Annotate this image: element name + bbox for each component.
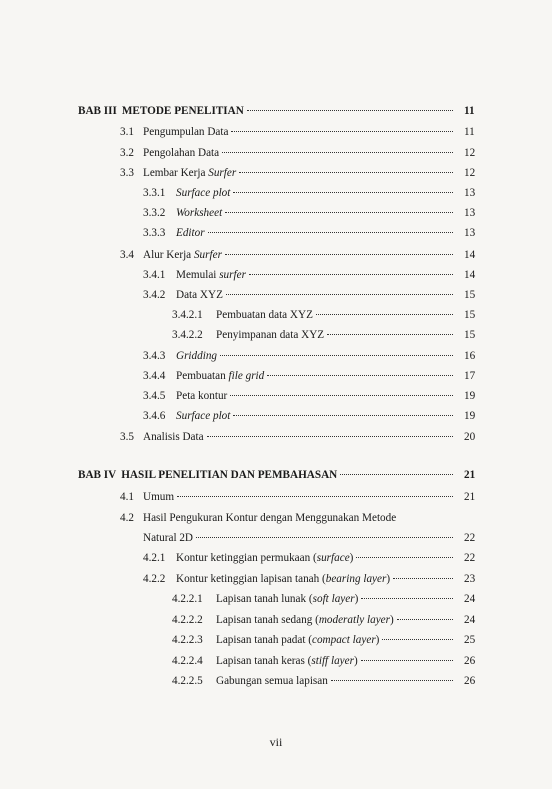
toc-leader-dots bbox=[327, 334, 453, 335]
toc-page-number: 12 bbox=[464, 167, 476, 179]
toc-entry bbox=[143, 206, 476, 220]
toc-entry-title-text: Pembuatan data XYZ bbox=[216, 309, 313, 321]
toc-entry-title-text: Lapisan tanah padat ( bbox=[216, 634, 312, 646]
page-number: vii bbox=[269, 735, 283, 749]
toc-leader-dots bbox=[220, 355, 453, 356]
toc-entry-title bbox=[143, 490, 174, 504]
toc-entry bbox=[120, 430, 476, 444]
toc-entry-title bbox=[216, 613, 394, 627]
toc-entry-title-suffix: ) bbox=[353, 655, 358, 667]
toc-entry-number: 4.2.1 bbox=[143, 552, 166, 564]
toc-entry bbox=[143, 268, 476, 282]
toc-entry-title-text: HASIL PENELITIAN DAN PEMBAHASAN bbox=[121, 469, 338, 481]
toc-entry bbox=[120, 511, 456, 525]
toc-entry-title-text: Peta kontur bbox=[176, 390, 228, 402]
toc-entry-title-italic: Editor bbox=[176, 227, 205, 239]
toc-entry-number: BAB IV bbox=[78, 469, 117, 481]
toc-page-number: 23 bbox=[464, 573, 476, 585]
toc-entry bbox=[143, 531, 476, 545]
toc-page-number: 14 bbox=[464, 269, 476, 281]
toc-leader-dots bbox=[361, 598, 453, 599]
toc-entry-title bbox=[143, 430, 204, 444]
toc-page-number: 13 bbox=[464, 187, 476, 199]
toc-entry-title bbox=[176, 268, 246, 282]
toc-entry-title-text: Lapisan tanah sedang ( bbox=[216, 614, 319, 626]
toc-entry-number: 3.3 bbox=[120, 167, 134, 179]
toc-entry-title-text: Pengolahan Data bbox=[143, 147, 220, 159]
toc-entry-title-text: METODE PENELITIAN bbox=[121, 105, 244, 117]
toc-entry-number: 4.2.2.1 bbox=[172, 593, 203, 605]
toc-entry-number: 4.1 bbox=[120, 491, 134, 503]
toc-entry-number: 3.3.2 bbox=[143, 207, 166, 219]
toc-entry-title-italic: surface bbox=[316, 552, 350, 564]
toc-entry bbox=[143, 409, 476, 423]
toc-entry-number: 3.4.3 bbox=[143, 350, 166, 362]
toc-entry bbox=[172, 328, 476, 342]
toc-entry bbox=[172, 633, 476, 647]
toc-leader-dots bbox=[207, 436, 453, 437]
toc-entry-title bbox=[143, 531, 193, 545]
toc-entry bbox=[78, 104, 475, 118]
toc-entry-title-italic: surfer bbox=[219, 269, 246, 281]
toc-entry-title-text: Analisis Data bbox=[143, 431, 204, 443]
toc-entry-title-text: Natural 2D bbox=[143, 532, 194, 544]
toc-entry bbox=[120, 125, 475, 139]
toc-entry-title-italic: bearing layer bbox=[325, 573, 387, 585]
toc-entry bbox=[120, 146, 476, 160]
toc-page-number: 17 bbox=[464, 370, 476, 382]
toc-entry bbox=[143, 186, 476, 200]
toc-entry-title bbox=[176, 409, 230, 423]
toc-entry bbox=[78, 468, 476, 482]
toc-entry-title-text: Lapisan tanah lunak ( bbox=[216, 593, 313, 605]
toc-entry-title-text: Lapisan tanah keras ( bbox=[216, 655, 312, 667]
toc-page-number: 16 bbox=[464, 350, 476, 362]
toc-leader-dots bbox=[230, 395, 453, 396]
toc-entry-title-italic: compact layer bbox=[311, 634, 376, 646]
toc-page-number: 13 bbox=[464, 227, 476, 239]
toc-page-number: 22 bbox=[464, 532, 476, 544]
toc-entry-title-italic: moderatly layer bbox=[318, 614, 390, 626]
toc-entry bbox=[172, 674, 476, 688]
toc-entry-title-italic: stiff layer bbox=[311, 655, 354, 667]
toc-page-number: 24 bbox=[464, 593, 476, 605]
toc-entry-title-italic: Surface plot bbox=[176, 187, 231, 199]
toc-page-number: 21 bbox=[464, 469, 476, 481]
toc-entry-title-text: Kontur ketinggian permukaan ( bbox=[176, 552, 317, 564]
toc-leader-dots bbox=[340, 474, 453, 475]
toc-leader-dots bbox=[222, 152, 453, 153]
toc-page-number: 25 bbox=[464, 634, 476, 646]
toc-entry-title-text: Pengumpulan Data bbox=[143, 126, 229, 138]
toc-leader-dots bbox=[316, 314, 453, 315]
toc-leader-dots bbox=[267, 375, 453, 376]
toc-leader-dots bbox=[397, 619, 453, 620]
toc-page-number: 19 bbox=[464, 410, 476, 422]
toc-entry-title-suffix: ) bbox=[375, 634, 380, 646]
toc-entry-title bbox=[143, 166, 236, 180]
toc-entry-number: 3.1 bbox=[120, 126, 134, 138]
toc-entry-title bbox=[176, 572, 390, 586]
toc-entry-title bbox=[216, 328, 324, 342]
toc-entry-title-italic: Worksheet bbox=[176, 207, 223, 219]
toc-entry-number: 3.5 bbox=[120, 431, 134, 443]
toc-entry-number: 3.4 bbox=[120, 249, 134, 261]
toc-entry-title-text: Lembar Kerja bbox=[143, 167, 209, 179]
toc-entry-title-italic: file grid bbox=[228, 370, 265, 382]
toc-entry-title-text: Gabungan semua lapisan bbox=[216, 675, 328, 687]
toc-entry-number: 4.2.2.5 bbox=[172, 675, 203, 687]
toc-entry-title-text: Memulai bbox=[176, 269, 220, 281]
toc-entry-title bbox=[143, 146, 219, 160]
toc-entry-title-italic: Gridding bbox=[176, 350, 218, 362]
toc-entry-number: 4.2.2.4 bbox=[172, 655, 203, 667]
toc-entry bbox=[143, 572, 476, 586]
toc-page-number: 19 bbox=[464, 390, 476, 402]
toc-entry bbox=[172, 654, 476, 668]
toc-entry-title-text: Pembuatan bbox=[176, 370, 229, 382]
toc-entry-number: BAB III bbox=[78, 105, 117, 117]
toc-page-number: 22 bbox=[464, 552, 476, 564]
toc-leader-dots bbox=[361, 660, 453, 661]
toc-entry-title-suffix: ) bbox=[386, 573, 391, 585]
toc-entry-title-text: Alur Kerja bbox=[143, 249, 194, 261]
toc-entry-number: 4.2.2.2 bbox=[172, 614, 203, 626]
toc-leader-dots bbox=[208, 232, 453, 233]
toc-entry bbox=[120, 166, 476, 180]
toc-entry-title-text: Kontur ketinggian lapisan tanah ( bbox=[176, 573, 326, 585]
toc-page-number: 21 bbox=[464, 491, 476, 503]
toc-entry-title bbox=[176, 551, 353, 565]
toc-page-number: 15 bbox=[464, 289, 476, 301]
toc-entry-title-italic: Surfer bbox=[193, 249, 222, 261]
toc-entry bbox=[120, 248, 476, 262]
toc-entry-number: 3.3.1 bbox=[143, 187, 166, 199]
toc-entry-title bbox=[216, 308, 313, 322]
toc-entry-title-italic: soft layer bbox=[312, 593, 355, 605]
toc-entry-title bbox=[143, 248, 222, 262]
toc-leader-dots bbox=[247, 110, 453, 111]
toc-entry-number: 4.2.2 bbox=[143, 573, 166, 585]
toc-entry-number: 3.4.5 bbox=[143, 390, 166, 402]
toc-entry-title-text: Umum bbox=[143, 491, 175, 503]
toc-entry-title bbox=[216, 654, 358, 668]
toc-entry-number: 3.3.3 bbox=[143, 227, 166, 239]
toc-leader-dots bbox=[249, 274, 453, 275]
toc-page-number: 26 bbox=[464, 675, 476, 687]
toc-leader-dots bbox=[233, 415, 453, 416]
toc-entry-number: 3.4.6 bbox=[143, 410, 166, 422]
toc-entry-title bbox=[176, 369, 264, 383]
toc-entry-number: 4.2 bbox=[120, 512, 134, 524]
toc-entry bbox=[120, 490, 476, 504]
toc-entry-number: 3.4.2.1 bbox=[172, 309, 203, 321]
toc-entry-title-suffix: ) bbox=[389, 614, 394, 626]
toc-page-number: 15 bbox=[464, 309, 476, 321]
toc-leader-dots bbox=[225, 254, 453, 255]
toc-entry-title-italic: Surfer bbox=[208, 167, 237, 179]
toc-entry-number: 3.4.1 bbox=[143, 269, 166, 281]
toc-entry-title bbox=[176, 389, 227, 403]
toc-page-number: 20 bbox=[464, 431, 476, 443]
toc-leader-dots bbox=[239, 172, 453, 173]
toc-entry-title bbox=[216, 674, 328, 688]
toc-entry-title bbox=[176, 226, 205, 240]
toc-entry bbox=[143, 389, 476, 403]
toc-entry bbox=[143, 226, 476, 240]
toc-entry-number: 3.2 bbox=[120, 147, 134, 159]
toc-page-number: 13 bbox=[464, 207, 476, 219]
toc-entry-title-italic: Surface plot bbox=[176, 410, 231, 422]
toc-page-number: 11 bbox=[464, 105, 475, 117]
toc-entry-number: 3.4.2.2 bbox=[172, 329, 203, 341]
toc-leader-dots bbox=[393, 578, 453, 579]
toc-leader-dots bbox=[331, 680, 453, 681]
toc-page-number: 15 bbox=[464, 329, 476, 341]
toc-entry-title-text: Penyimpanan data XYZ bbox=[216, 329, 325, 341]
toc-entry-title bbox=[176, 206, 222, 220]
toc-leader-dots bbox=[225, 212, 453, 213]
toc-entry-number: 4.2.2.3 bbox=[172, 634, 203, 646]
toc-entry-title bbox=[176, 288, 223, 302]
toc-entry bbox=[172, 308, 476, 322]
toc-leader-dots bbox=[196, 537, 453, 538]
toc-page-number: 11 bbox=[464, 126, 475, 138]
toc-entry-title bbox=[143, 511, 396, 525]
toc-page-number: 14 bbox=[464, 249, 476, 261]
toc-entry bbox=[172, 592, 476, 606]
toc-page-number: 12 bbox=[464, 147, 476, 159]
toc-entry-title bbox=[143, 125, 228, 139]
toc-leader-dots bbox=[226, 294, 453, 295]
toc-entry-title bbox=[176, 186, 230, 200]
toc-entry-title bbox=[216, 633, 379, 647]
toc-entry bbox=[143, 551, 476, 565]
toc-entry-number: 3.4.2 bbox=[143, 289, 166, 301]
toc-leader-dots bbox=[382, 639, 453, 640]
toc-entry-title-text: Data XYZ bbox=[176, 289, 223, 301]
toc-entry-title-suffix: ) bbox=[354, 593, 359, 605]
toc-page-number: 26 bbox=[464, 655, 476, 667]
toc-entry-title-text: Hasil Pengukuran Kontur dengan Menggunakan Metode bbox=[143, 512, 397, 524]
toc-leader-dots bbox=[177, 496, 453, 497]
toc-entry-title bbox=[216, 592, 358, 606]
toc-entry-title-suffix: ) bbox=[349, 552, 354, 564]
toc-leader-dots bbox=[231, 131, 453, 132]
toc-leader-dots bbox=[356, 557, 453, 558]
toc-entry bbox=[143, 288, 476, 302]
toc-entry bbox=[143, 369, 476, 383]
toc-page-number: 24 bbox=[464, 614, 476, 626]
toc-leader-dots bbox=[233, 192, 453, 193]
toc-entry bbox=[143, 349, 476, 363]
toc-entry bbox=[172, 613, 476, 627]
toc-entry-title bbox=[122, 104, 244, 118]
toc-entry-title bbox=[176, 349, 217, 363]
toc-entry-number: 3.4.4 bbox=[143, 370, 166, 382]
toc-entry-title bbox=[121, 468, 337, 482]
